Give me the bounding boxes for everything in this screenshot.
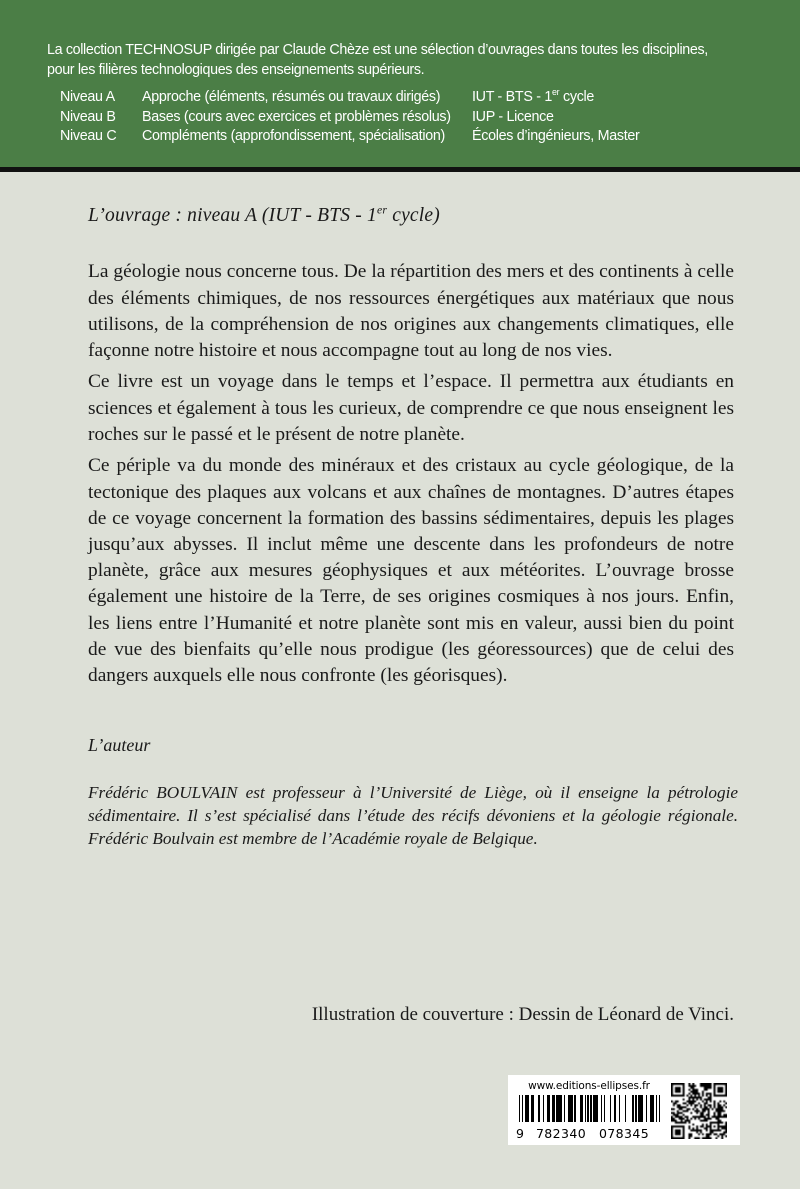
work-heading-ordinal: er [377, 203, 388, 217]
author-biography: Frédéric BOULVAIN est professeur à l’Université de Liège, où il enseigne la pétrologie sédimentaire. Il s’est spécialisé dans l’étude des récifs dévoniens et la géologie régionale. Frédéric Boulvain est membre de l’Académie royale de Belgique. [88, 783, 738, 849]
back-cover-body [0, 172, 800, 1189]
cover-illustration-credit: Illustration de couverture : Dessin de Léonard de Vinci. [311, 1004, 734, 1025]
level-target-b-prefix: IUP - Licence [472, 108, 554, 125]
level-row-a [60, 88, 760, 108]
level-row-b [60, 108, 760, 128]
isbn-right-group: 078345 [598, 1126, 650, 1141]
ean-barcode-block [515, 1080, 663, 1141]
blurb-paragraph-1: La géologie nous concerne tous. De la répartition des mers et des continents à celle des éléments chimiques, de nos ressources énergétiques aux matériaux que nous utilisons, de la compréhension de nos origines aux changements climatiques, elle façonne notre histoire et nous accompagne tout au long de nos vies. [88, 261, 734, 361]
level-target-c-prefix: Écoles d’ingénieurs, Master [472, 128, 640, 145]
isbn-left-group: 782340 [535, 1126, 587, 1141]
publisher-website-url[interactable]: www.editions-ellipses.fr [528, 1080, 650, 1092]
level-description-a: Approche (éléments, résumés ou travaux dirigés) [142, 89, 441, 105]
level-name-c: Niveau C [60, 128, 117, 145]
level-target-c [472, 127, 760, 147]
levels-table [60, 88, 760, 147]
level-description-b: Bases (cours avec exercices et problèmes résolus) [142, 108, 451, 125]
ean13-digits [515, 1126, 661, 1141]
level-target-a [472, 88, 760, 108]
isbn-lead-digit: 9 [516, 1126, 525, 1141]
level-target-a-prefix: IUT - BTS - 1 [472, 89, 553, 105]
ean-bar [659, 1095, 660, 1122]
collection-intro-line-2: pour les filières technologiques des enseignements supérieurs. [47, 62, 425, 78]
work-level-heading [88, 205, 440, 227]
author-section-label: L’auteur [88, 735, 151, 755]
level-description-c: Compléments (approfondissement, spécialisation) [142, 128, 445, 145]
barcode-panel [508, 1075, 740, 1145]
level-target-a-ordinal: er [552, 87, 560, 98]
level-name-a: Niveau A [60, 89, 115, 105]
work-heading-suffix: cycle) [387, 205, 440, 226]
collection-header-band [0, 0, 800, 167]
ean13-bars [519, 1095, 661, 1122]
qr-code-icon[interactable] [671, 1083, 727, 1139]
level-target-b [472, 108, 760, 128]
blurb-paragraph-3: Ce périple va du monde des minéraux et des cristaux au cycle géologique, de la tectonique des plaques aux volcans et aux chaînes de montagnes. D’autres étapes de ce voyage concernent la formation des bassins sédimentaires, depuis les plages jusqu’aux abysses. Il inclut même une descente dans les profondeurs de notre planète, grâce aux mesures géophysiques et aux météorites. L’ouvrage brosse également une histoire de la Terre, de ses origines cosmiques à nos jours. Enfin, les liens entre l’Humanité et notre planète sont mis en valeur, aussi bien du point de vue des bienfaits qu’elle nous prodigue (les géoressources) que de celui des dangers auxquels elle nous confronte (les géorisques). [88, 455, 734, 687]
level-row-c [60, 127, 760, 147]
collection-intro [47, 40, 757, 80]
collection-intro-line-1: La collection TECHNOSUP dirigée par Claude Chèze est une sélection d’ouvrages dans toutes les disciplines, [47, 42, 708, 58]
qr-code-block[interactable] [663, 1080, 734, 1141]
blurb-paragraph-2: Ce livre est un voyage dans le temps et l’espace. Il permettra aux étudiants en sciences et également à tous les curieux, de comprendre ce que nous enseignent les roches sur le passé et le présent de notre planète. [88, 371, 734, 445]
work-heading-prefix: L’ouvrage : niveau A (IUT - BTS - 1 [88, 205, 377, 226]
level-name-b: Niveau B [60, 108, 116, 125]
level-target-a-suffix: cycle [559, 89, 595, 105]
